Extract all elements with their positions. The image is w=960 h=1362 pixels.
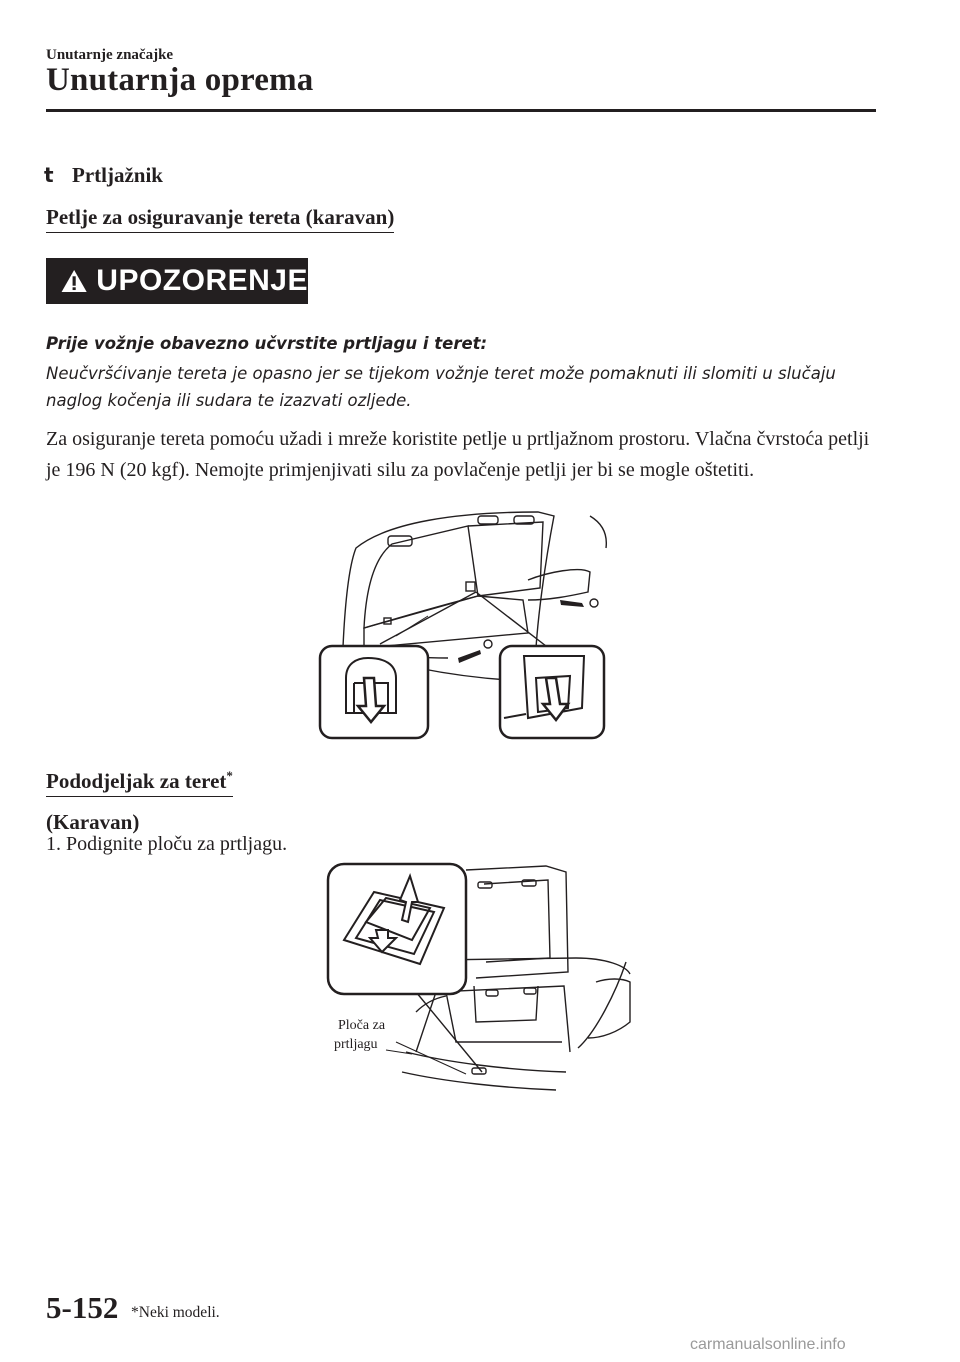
warning-body: Neučvršćivanje tereta je opasno jer se tijekom vožnje teret može pomaknuti ili slomiti u slučaju naglog kočenja ili sudara te izazvati ozljede.	[46, 364, 836, 410]
warning-heading: Prije vožnje obavezno učvrstite prtljagu i teret:	[46, 334, 488, 353]
step-1: 1. Podignite ploču za prtljagu.	[46, 833, 288, 855]
page-number: 5-152	[46, 1290, 119, 1325]
callout-luggage-board-line2: prtljagu	[334, 1037, 378, 1052]
subsection-heading-cargo-label: Pododjeljak za teret	[46, 769, 227, 793]
body-paragraph: Za osiguranje tereta pomoću užadi i mreže koristite petlje u prtljažnom prostoru. Vlačna čvrstoća petlji je 196 N (20 kgf). Nemojte primjenjivati silu za povlačenje petlji jer bi se mogle oštetiti.	[46, 428, 870, 481]
page-title: Unutarnja oprema	[46, 62, 314, 98]
warning-triangle-icon	[60, 265, 88, 297]
section-label: Unutarnje značajke	[46, 47, 174, 63]
title-divider	[46, 109, 876, 112]
watermark-text: carmanualsonline.info	[690, 1336, 846, 1353]
section-heading: Prtljažnik	[72, 163, 163, 187]
variant-label: (Karavan)	[46, 810, 140, 834]
footnote: *Neki modeli.	[131, 1304, 220, 1321]
luggage-board-illustration	[326, 862, 632, 1094]
callout-luggage-board-line1: Ploča za	[338, 1018, 386, 1033]
cargo-loops-illustration	[318, 508, 608, 740]
footnote-marker: *	[226, 768, 233, 783]
warning-banner	[46, 258, 308, 304]
warning-label: UPOZORENJE	[96, 264, 308, 297]
section-bullet: t	[44, 163, 54, 187]
subsection-heading-loops	[46, 205, 394, 233]
subsection-heading-loops-text: Petlje za osiguravanje tereta (karavan)	[46, 205, 394, 233]
subsection-heading-cargo-text	[46, 768, 233, 797]
subsection-heading-cargo	[46, 768, 233, 797]
